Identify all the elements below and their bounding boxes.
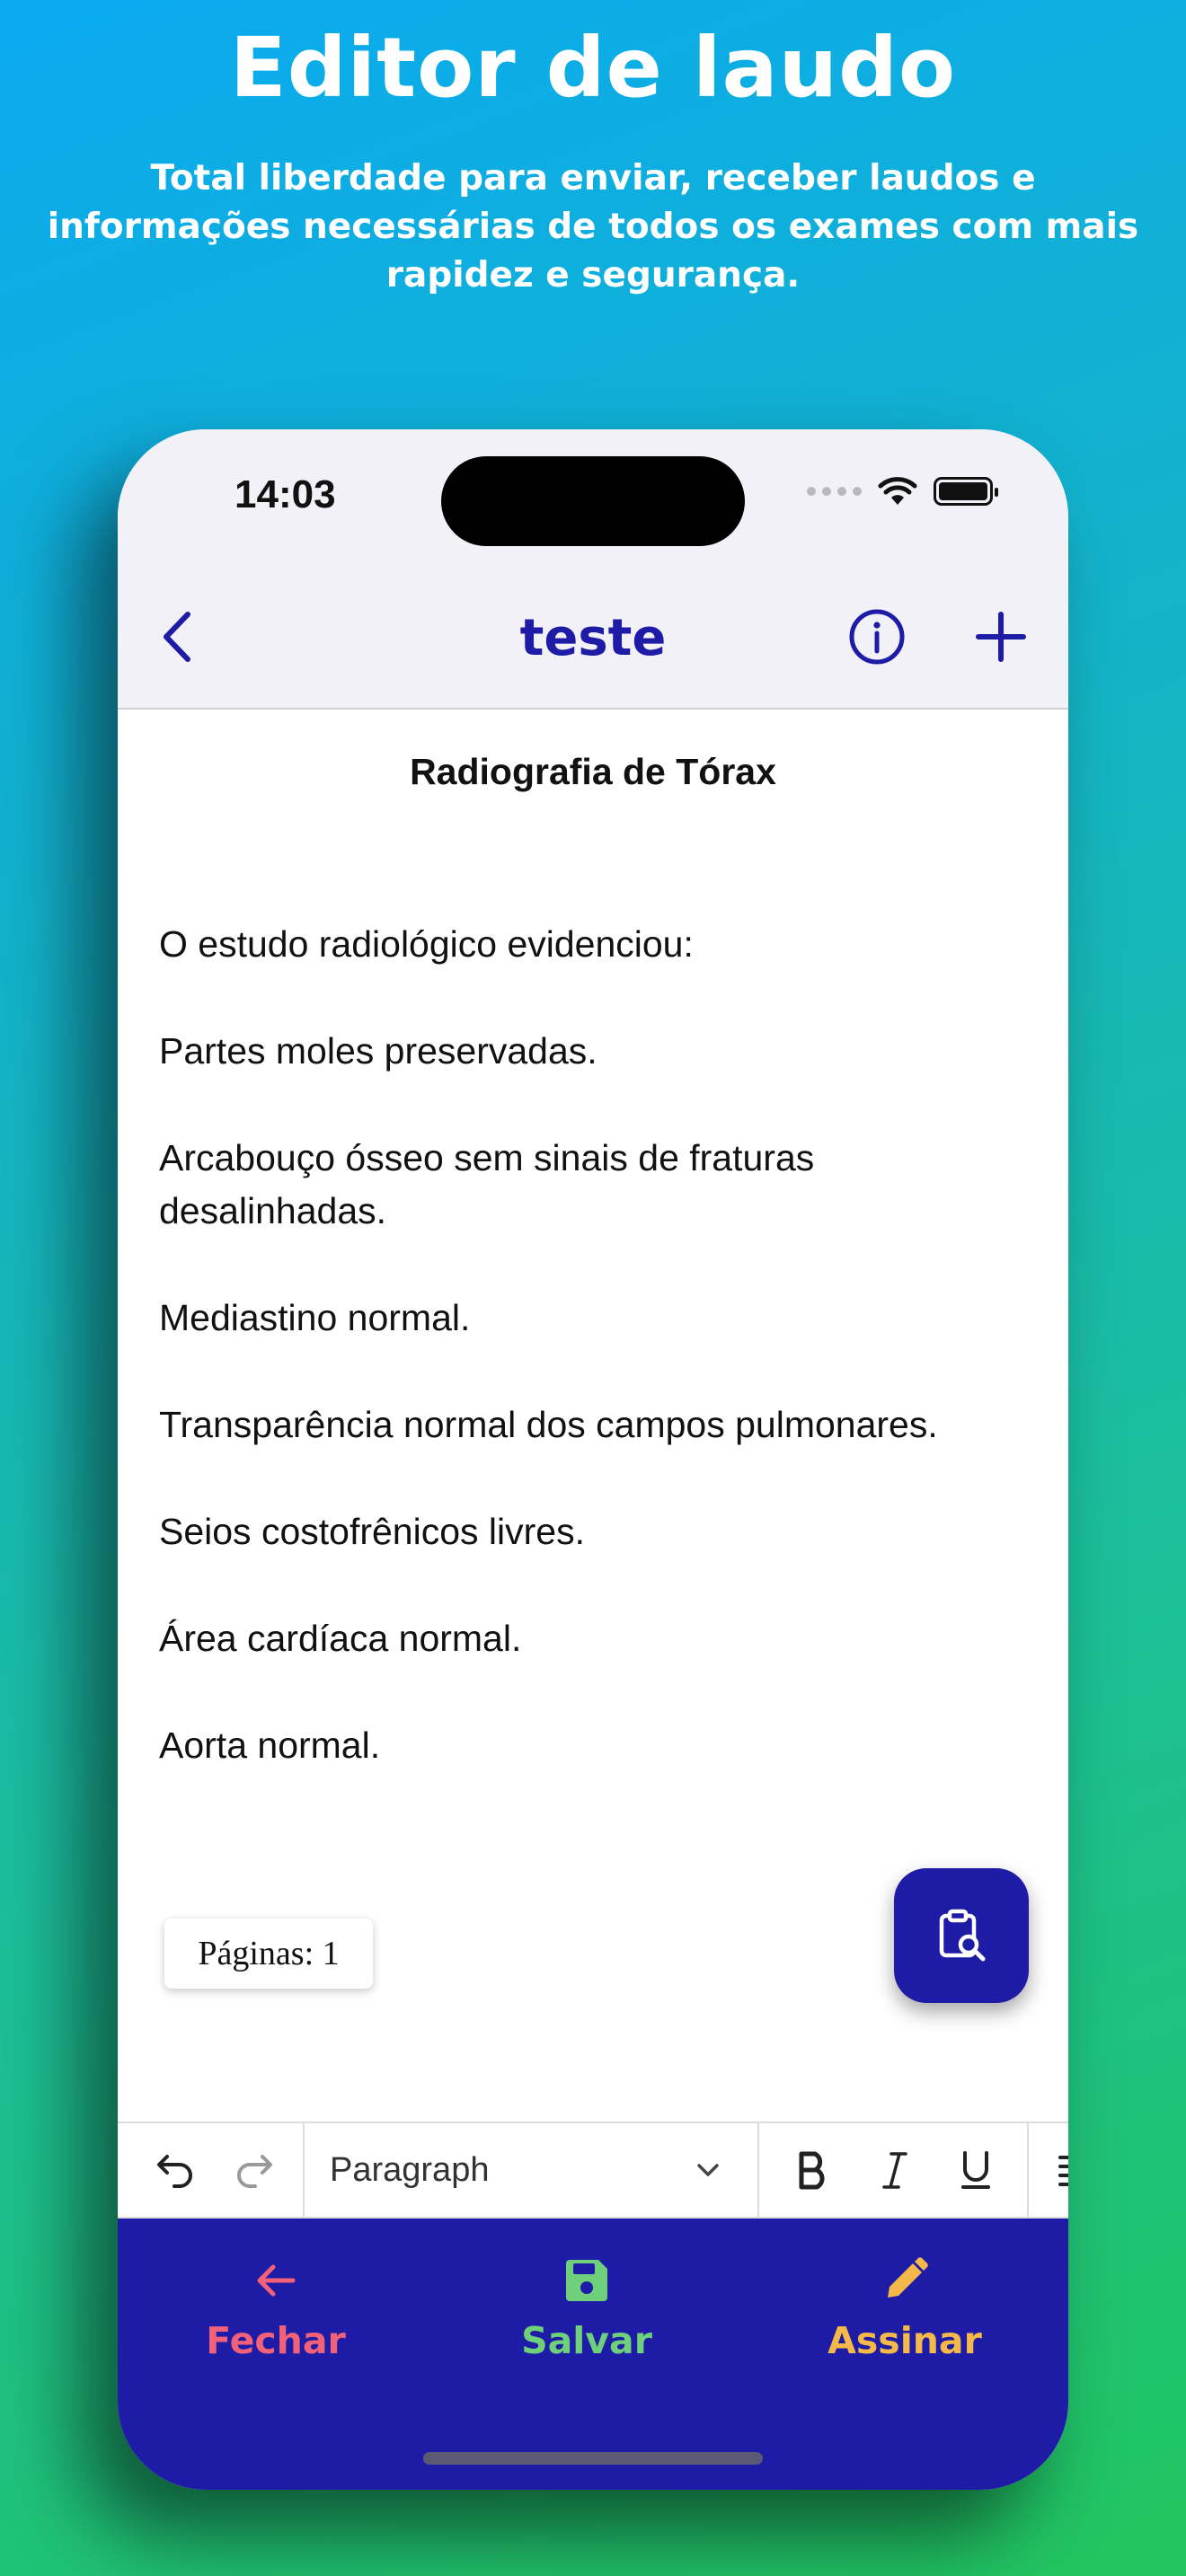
home-indicator [423,2452,763,2465]
sign-button[interactable] [788,2254,1022,2362]
add-icon[interactable] [969,605,1032,668]
document-body [159,918,1040,1826]
save-icon [561,2254,613,2307]
pencil-icon [879,2254,931,2307]
document-title: Radiografia de Tórax [410,751,776,792]
block-format-select[interactable] [308,2123,748,2217]
block-format-value: Paragraph [330,2150,490,2189]
editor-toolbar [118,2122,1068,2219]
underline-button[interactable] [935,2123,1016,2217]
pages-count-badge: Páginas: 1 [164,1919,373,1989]
italic-icon [875,2148,915,2192]
document-paragraph: Seios costofrênicos livres. [159,1511,585,1552]
document-editor[interactable] [118,711,1068,2122]
promo-subtitle: Total liberdade para enviar, receber laudos e informações necessárias de todos os exames com mais rapidez e segurança. [47,158,1139,296]
redo-icon [232,2148,277,2192]
arrow-left-icon [250,2254,302,2307]
undo-button[interactable] [139,2123,211,2217]
redo-button[interactable] [218,2123,290,2217]
status-time: 14:03 [235,472,336,516]
battery-icon [934,477,993,506]
clipboard-search-icon [933,1907,990,1964]
bold-icon [792,2148,832,2192]
document-paragraph: Transparência normal dos campos pulmonares. [159,1404,938,1445]
underline-icon [956,2148,996,2192]
clipboard-search-button[interactable] [894,1868,1029,2003]
document-paragraph: O estudo radiológico evidenciou: [159,923,694,965]
document-paragraph: Mediastino normal. [159,1297,471,1338]
document-paragraph: Área cardíaca normal. [159,1618,522,1659]
italic-button[interactable] [854,2123,935,2217]
page-title: teste [519,609,667,667]
document-paragraph: Arcabouço ósseo sem sinais de fraturas desalinhadas. [159,1137,815,1231]
align-left-icon [1057,2150,1068,2190]
bold-button[interactable] [772,2123,853,2217]
close-label: Fechar [206,2319,346,2362]
wifi-icon [878,476,917,507]
undo-icon [153,2148,198,2192]
nav-bar [118,564,1068,710]
save-label: Salvar [521,2319,652,2362]
bottom-action-bar [118,2219,1068,2490]
save-button[interactable] [470,2254,704,2362]
signal-icon [807,487,862,496]
phone-frame [118,429,1068,2490]
chevron-down-icon [693,2155,723,2185]
sign-label: Assinar [828,2319,982,2362]
close-button[interactable] [159,2254,393,2362]
dynamic-island [441,456,745,546]
promo-headline: Editor de laudo [229,20,957,116]
document-paragraph: Partes moles preservadas. [159,1030,597,1072]
document-paragraph: Aorta normal. [159,1725,381,1766]
status-icons [807,476,993,507]
status-bar [118,429,1068,564]
align-left-button[interactable] [1038,2123,1068,2217]
info-icon[interactable] [845,605,908,668]
